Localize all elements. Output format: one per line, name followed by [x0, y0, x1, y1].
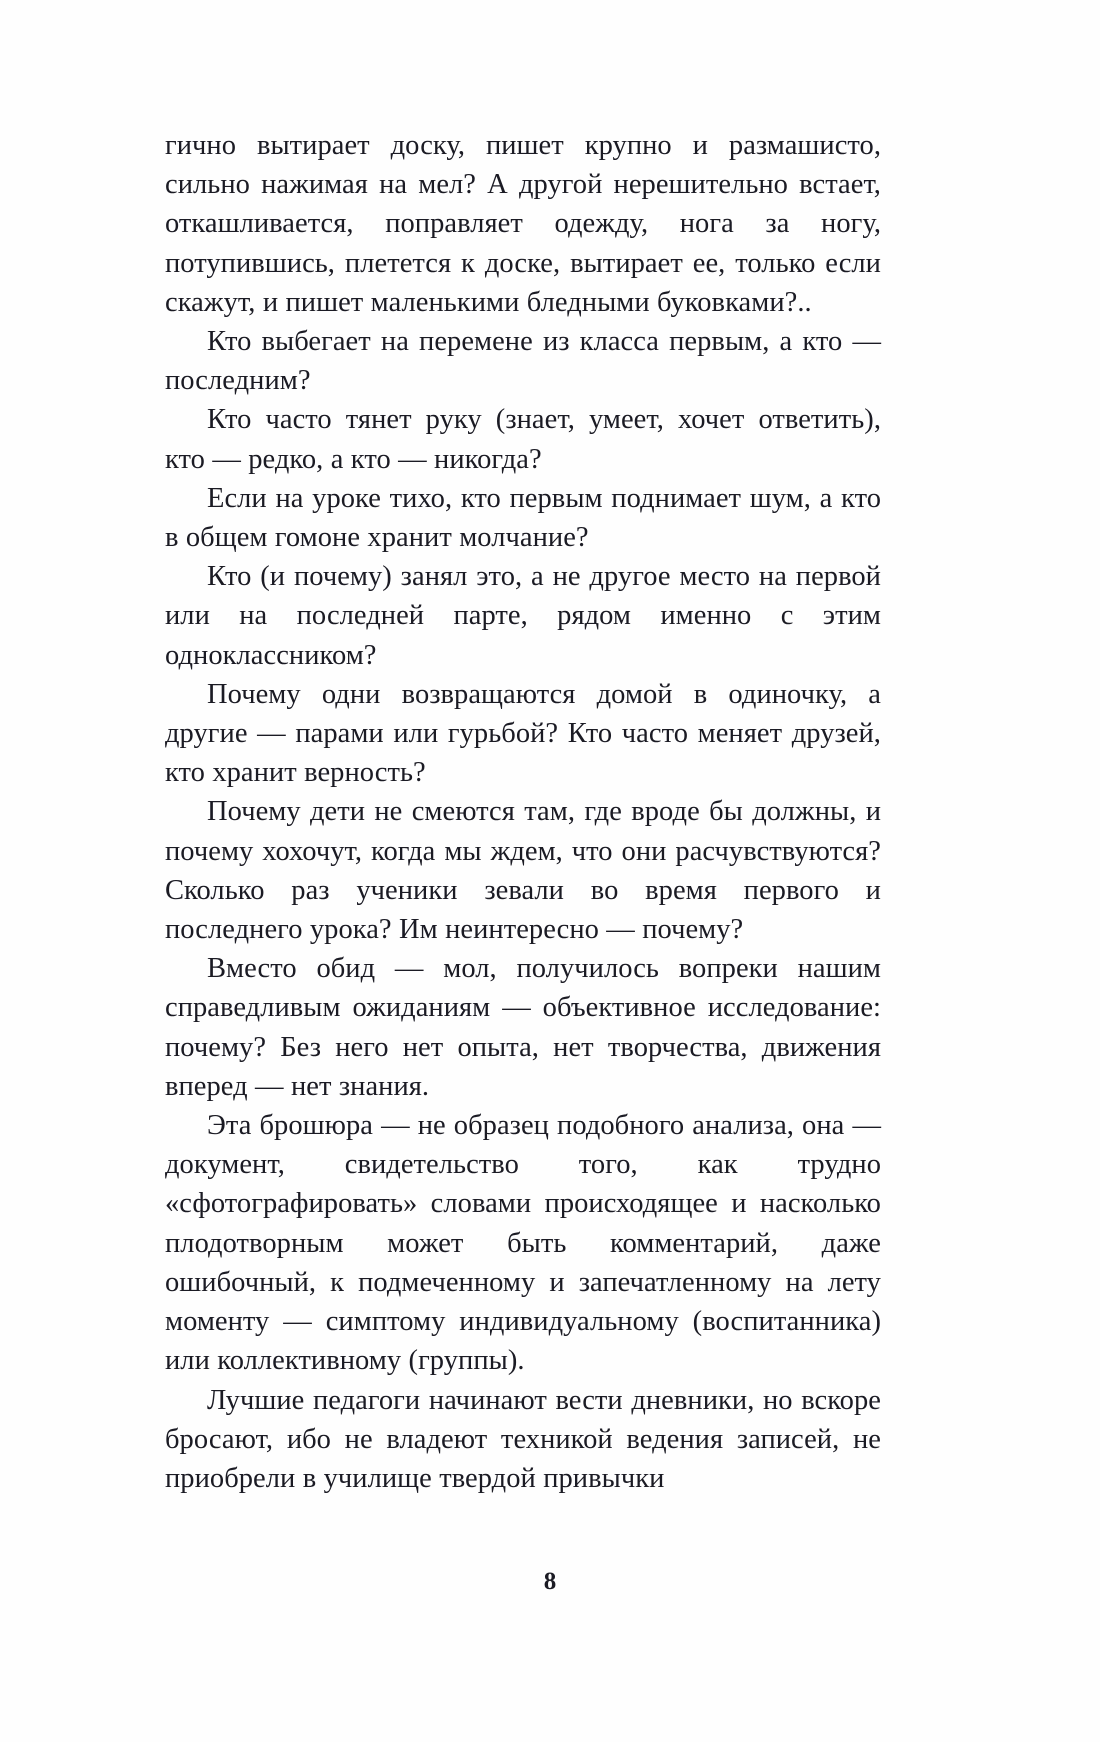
- paragraph: Если на уроке тихо, кто первым поднимает шум, а кто в общем гомоне хранит молчание?: [165, 482, 881, 554]
- paragraph: Лучшие педагоги начинают вести дневники, но вскоре бросают, ибо не владеют техникой ведения записей, не приобрели в училище твердой привычки: [165, 1384, 881, 1494]
- page-text-block: [165, 126, 881, 1498]
- paragraph: Кто выбегает на перемене из класса первым, а кто — последним?: [165, 326, 881, 397]
- paragraph: Почему одни возвращаются домой в одиночку, а другие — парами или гурьбой? Кто часто меняет друзей, кто хранит верность?: [165, 678, 881, 789]
- paragraph: Эта брошюра — не образец подобного анализа, она — документ, свидетельство того, как трудно «сфотографировать» словами происходящее и насколько плодотворным может быть комментарий, даже ошибочный, к подмеченному и запечатленному на лету моменту — симптому индивидуальному (воспитанника) или коллективному (группы).: [165, 1110, 881, 1377]
- paragraph: Почему дети не смеются там, где вроде бы должны, и почему хохочут, когда мы ждем, что они расчувствуются? Сколько раз ученики зевали во время первого и последнего урока? Им неинтересно — почему?: [165, 796, 881, 946]
- paragraph: Кто (и почему) занял это, а не другое место на первой или на последней парте, рядом именно с этим одноклассником?: [165, 561, 881, 671]
- paragraph: Кто часто тянет руку (знает, умеет, хочет ответить), кто — редко, а кто — никогда?: [165, 404, 881, 475]
- page-number: 8: [543, 1568, 557, 1595]
- paragraph: Вместо обид — мол, получилось вопреки нашим справедливым ожиданиям — объективное исследование: почему? Без него нет опыта, нет творчества, движения вперед — нет знания.: [165, 953, 881, 1102]
- paragraph: гично вытирает доску, пишет крупно и размашисто, сильно нажимая на мел? А другой нерешительно встает, откашливается, поправляет одежду, нога за ногу, потупившись, плетется к доске, вытирает ее, только если скажут, и пишет маленькими бледными буковками?..: [165, 130, 881, 318]
